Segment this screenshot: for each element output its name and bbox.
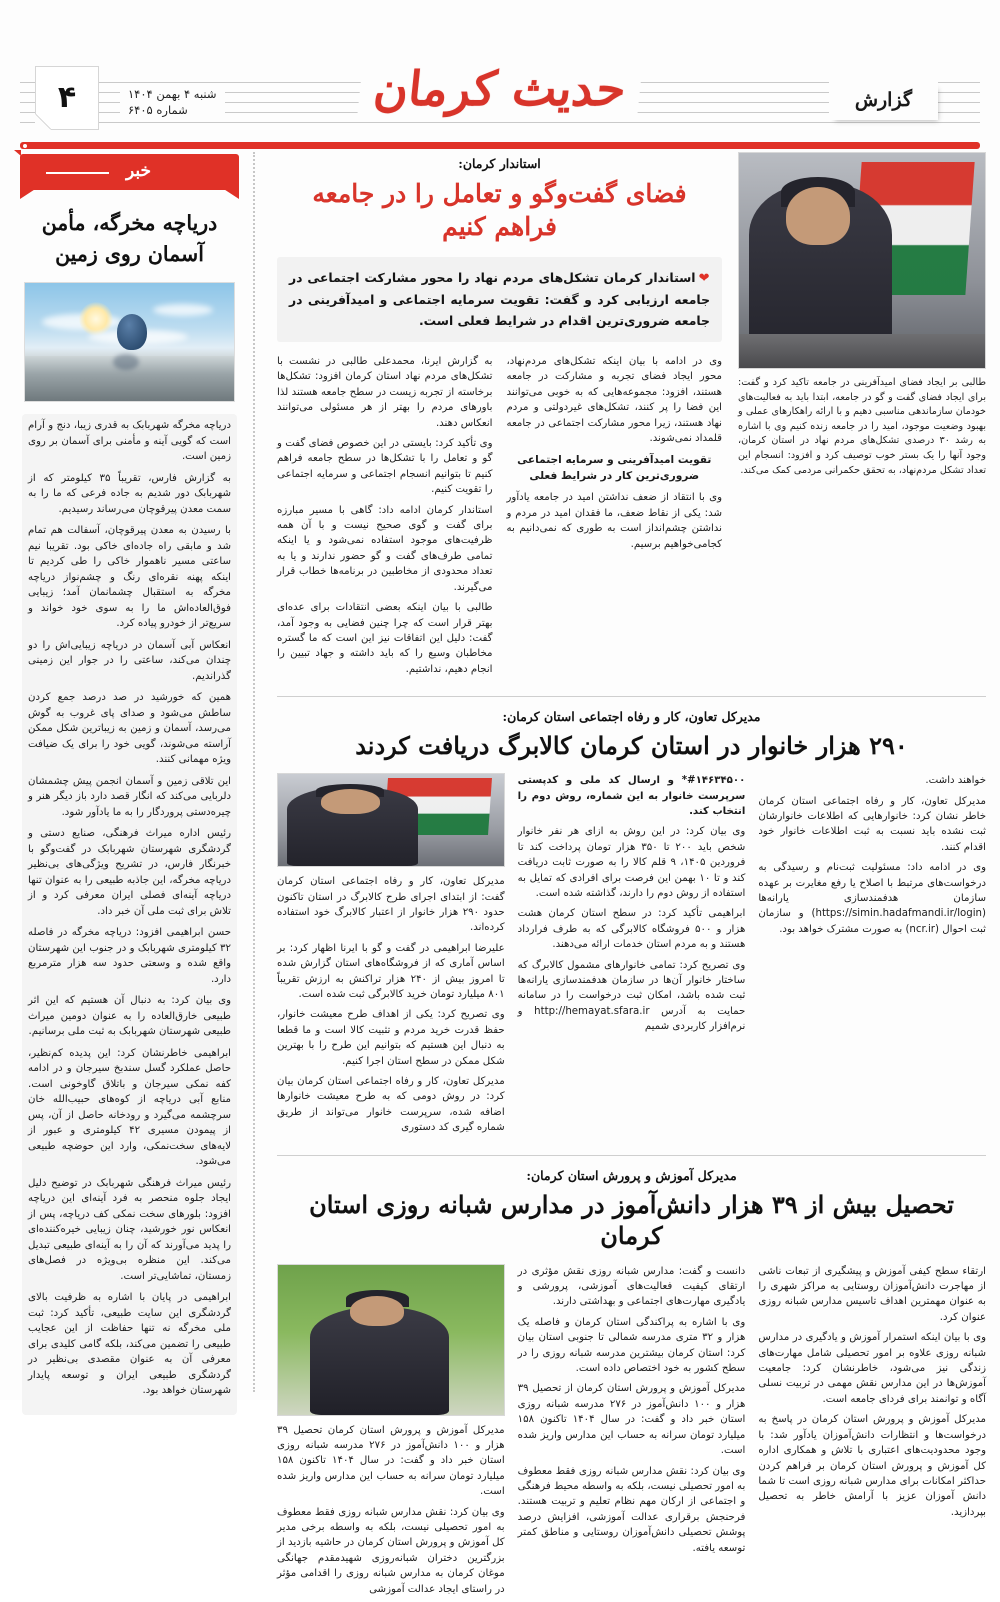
paragraph: ارتقاء سطح کیفی آموزش و پیشگیری از تبعات ناشی از مهاجرت دانش‌آموزان روستایی به مراکز شهری را به عنوان مهمترین اهداف تاسیس مدارس شبانه روزی عنوان کرد. — [758, 1265, 986, 1323]
article1-kicker: استاندار کرمان: — [458, 156, 541, 171]
paragraph: مدیرکل آموزش و پرورش استان کرمان در پاسخ به درخواست‌ها و انتظارات دانش‌آموزان یادآور شد: با وجود محدودیت‌های اعتباری با تلاش و همکاری اداره کل آموزش و پرورش استان کرمان بر فراهم کردن حداکثر امکانات برای مدارس شبانه روزی است تا شما دانش آموزان عزیز با آرامش خاطر به تحصیل بپردازید. — [758, 1414, 986, 1518]
paragraph: دریاچه مخرگه شهربابک به قدری زیبا، دنج و آرام است که گویی آینه و مأمنی برای آسمان بر روی زمین است. — [28, 420, 231, 462]
article3-col-right — [277, 1264, 505, 1602]
paragraph: رئیس اداره میراث فرهنگی، صنایع دستی و گردشگری شهرستان شهربابک در گفت‌وگو با خبرنگار فارس، در تشریح ویژگی‌های بی‌نظیر دریاچه مخرگه، این جاذبه طبیعی را به عنوان تنها دریاچه آینه‌ای فصلی ایران معرفی کرد و از تلاش برای ثبت ملی آن خبر داد. — [28, 828, 231, 917]
paragraph: رئیس میراث فرهنگی شهربابک در توضیح دلیل ایجاد جلوه منحصر به فرد آینه‌ای این دریاچه افزود: بلورهای سخت نمکی کف دریاچه، پس از انعکاس نور خورشید، چنان زیبایی خیره‌کننده‌ای را پدید می‌آورند که آن را به آینه‌ای طبیعی تبدیل می‌کند. این منظره بی‌ویژه در فصل‌های زمستان، تماشایی‌تر است. — [28, 1177, 231, 1282]
article1-body — [277, 354, 722, 682]
issue-number: شماره ۶۴۰۵ — [128, 103, 188, 117]
governor-portrait-photo — [738, 152, 986, 369]
heart-icon: ❤ — [698, 271, 710, 286]
page-number-box — [35, 66, 99, 130]
paragraph: حسن ابراهیمی افزود: دریاچه مخرگه در فاصله ۳۲ کیلومتری شهربابک و در جنوب این شهرستان واقع شده و وسعتی حدود سه هزار مترمربع دارد. — [28, 927, 231, 985]
paragraph: وی تصریح کرد: یکی از اهداف طرح معیشت خانوار، حفظ قدرت خرید مردم و تثبیت کالا است و ما قطعا به دنبال این هستیم که بتوانیم این طرح را با بهترین شکل ممکن در سطح استان اجرا کنیم. — [276, 1009, 505, 1067]
issue-info — [120, 84, 225, 120]
paragraph: انعکاس آبی آسمان در دریاچه زیبایی‌اش را دو چندان می‌کند، ساعتی را در جوار این زمینی گذراندیم. — [28, 639, 231, 682]
person-face — [786, 187, 850, 245]
newspaper-title-text: حدیث کرمان — [357, 62, 642, 117]
labor-welfare-director-photo — [277, 773, 505, 867]
article1-text — [277, 152, 722, 682]
paragraph: وی تأکید کرد: بایستی در این خصوص فضای گفت و گو و تعامل را با تشکل‌ها در سطح جامعه فراهم کنیم تا بتوانیم انسجام اجتماعی و سرمایه اجتماعی را تقویت کنیم. — [277, 438, 493, 496]
paragraph: ابراهیمی خاطرنشان کرد: این پدیده کم‌نظیر، حاصل عملکرد گسل سندبخ سیرجان و در ادامه کفه نمکی سیرجان و باتلاق گاوخونی است. منابع آبی دریاچه از کوه‌های حبیب‌الله خان سرچشمه می‌گیرد و رودخانه حاصل از آن، پس از پیمودن مسیری ۴۲ کیلومتری و عبور از لایه‌های سخت‌نمکی، وارد این حوضچه طبیعی می‌شود. — [28, 1047, 231, 1167]
education-director-photo — [277, 1264, 505, 1416]
sidebar-news — [14, 152, 249, 1396]
article2-col-mid — [518, 773, 746, 1040]
article1-col-left — [507, 354, 723, 682]
article3-kicker: مدیرکل آموزش و پرورش استان کرمان: — [526, 1167, 737, 1183]
paragraph-code: #۱۴۶۳۴۵۰۰* و ارسال کد ملی و کدپستی سرپرست خانوار به این شماره، روش دوم را انتخاب کند. — [517, 775, 746, 817]
issue-date: شنبه ۴ بهمن ۱۴۰۴ — [128, 87, 217, 101]
sidebar-badge — [20, 154, 239, 190]
sidebar-headline: دریاچه مخرگه، مأمن آسمان روی زمین — [41, 211, 218, 266]
paragraph: علیرضا ابراهیمی در گفت و گو با ایرنا اظهار کرد: بر اساس آماری که از فروشگاه‌های استان گزارش شده تا امروز بیش از ۲۴۰ هزار تراکنش به ارزش تقریباً ۸۰۱ میلیارد تومان خرید کالابرگی ثبت شده است. — [276, 942, 505, 1000]
paragraph: وی بیان کرد: نقش مدارس شبانه روزی فقط معطوف به امور تحصیلی نیست، بلکه به واسطه محیط فرهنگی و اجتماعی از ارکان مهم نظام تعلیم و تربیت هستند. فرحنجش برقراری عدالت آموزشی، افزایش درصد پوشش تحصیلی دانش‌آموزان روستایی و مناطق کمتر توسعه یافته. — [517, 1465, 746, 1554]
paragraph: همین که خورشید در صد درصد جمع کردن ساطش می‌شود و صدای پای غروب به گوش می‌رسد، آسمان و زمین به زیباترین شکل ممکن آراسته می‌شوند، گویی خود را برای یک ضیافت ویژه مهمانی کنند. — [28, 692, 231, 765]
article2-headline: ۲۹۰ هزار خانوار در استان کرمان کالابرگ دریافت کردند — [355, 731, 908, 761]
paragraph: مدیرکل تعاون، کار و رفاه اجتماعی استان کرمان گفت: از ابتدای اجرای طرح کالابرگ در استان تاکنون حدود ۲۹۰ هزار خانوار از اعتبار کالابرگ خود استفاده کرده‌اند. — [276, 876, 505, 934]
paragraph: وی بیان کرد: نقش مدارس شبانه روزی فقط معطوف به امور تحصیلی نیست، بلکه به واسطه برخی مدیر کل آموزش و پرورش استان کرمان در حاشیه بازدید از بزرگترین دختران شبانه‌روزی شهیدمقدم جهانگی موغان کرمان به مدارس شبانه روزی را اقدامی مؤثر در راستای ایجاد عدالت آموزشی — [276, 1506, 505, 1595]
paragraph: با رسیدن به معدن پیرقوچان، آسفالت هم تمام شد و مابقی راه جاده‌ای خاکی بود. تقریبا نیم ساعتی مسیر ناهموار خاکی را طی کردیم تا اینکه پهنه نقره‌ای رنگ و چشم‌نواز دریاچه مخرگه به استقبال چشمانمان آمد؛ زیبایی فوق‌العاده‌اش ما را به سوی خود خواند و سریع‌تر از خودرو پیاده کرد. — [28, 525, 231, 629]
paragraph: ابراهیمی تأکید کرد: در سطح استان کرمان هشت هزار و ۵۰۰ فروشگاه کالابرگی که به طرف فرارداد هستند و به مردم استان خدمات ارائه می‌دهند. — [517, 908, 746, 951]
article1-col-right — [277, 354, 493, 682]
article1-caption: طالبی بر ایجاد فضای امیدآفرینی در جامعه تاکید کرد و گفت: برای ایجاد فضای گفت و گو در جامعه، ابتدا باید به فعالیت‌های خودمان سازماندهی مناسبی دهیم و با ارائه راهکارهای عملی و بهبود وضعیت موجود، امید را در جامعه زنده کنیم وی با اشاره به رشد ۳۰ درصدی تشکل‌های مردم نهاد در استان کرمان، وجود آنها را یک بستر خوب توصیف کرد و افزود: انسجام این تعداد تشکل مردم‌نهاد، به تحقق حکمرانی مردمی کمک می‌کند. — [738, 377, 987, 476]
paragraph: مدیرکل تعاون، کار و رفاه اجتماعی استان کرمان خاطر نشان کرد: خانوارهایی که اطلاعات خانوارشان ثبت نشده باید نسبت به ثبت اطلاعات خانوار خود اقدام کنند. — [758, 795, 986, 853]
person-face — [350, 1296, 404, 1326]
main-column — [271, 152, 987, 1595]
masthead — [0, 0, 1000, 150]
article-divider-1 — [277, 696, 986, 697]
article-education — [277, 1168, 986, 1602]
article3-col-mid — [518, 1264, 746, 1561]
balloon-shape — [117, 314, 147, 350]
sidebar-badge-line — [46, 172, 109, 174]
paragraph: وی با بیان اینکه استمرار آموزش و یادگیری در مدارس شبانه روزی علاوه بر امور تحصیلی شامل مهارت‌های زندگی نیز می‌شود، خاطرنشان کرد: جامعیت آموزش‌ها در این مدارس نقش مهمی در تربیت نسلی آگاه و توانمند برای فردای جامعه است. — [758, 1332, 986, 1405]
column-divider — [253, 152, 267, 1392]
article1-lead — [277, 257, 722, 342]
article-divider-2 — [277, 1155, 986, 1156]
sidebar-body — [22, 414, 237, 1415]
paragraph: وی تصریح کرد: تمامی خانوارهای مشمول کالابرگ که ساختار خانوار آن‌ها در سازمان هدفمندسازی یارانه‌ها ثبت شده باشد، امکان ثبت درخواست را در سامانه حمایت به آدرس http://hemayat.sfara.ir و نرم‌افزار کاربردی شمیم — [517, 959, 746, 1033]
paragraph: این تلاقی زمین و آسمان انجمن پیش چشمشان دلربایی می‌کند که انگار قصد دارد باز دیگر هنر و چیره‌دستی پروردگار را به ما یادآور شود. — [28, 775, 231, 818]
paragraph: وی بیان کرد: در این روش به ازای هر نفر خانوار شخص باید ۲۰۰ تا ۳۵۰ هزار تومان پرداخت کند تا فروردین ۱۴۰۵، ۹ قلم کالا را به صورت ثابت دریافت کند و تا ۱۰ بهمن این فرصت برای افرادی که تمایل به استفاده از روش دوم را دارند، گذاشته شده است. — [517, 826, 746, 899]
article2-col-left — [758, 773, 986, 942]
page-content — [14, 152, 987, 1595]
paragraph: به گزارش ایرنا، محمدعلی طالبی در نشست با تشکل‌های مردم نهاد استان کرمان افزود: تشکل‌ها برخاسته از تجربه زیست در سطح جامعه هستند لذا باورهای مردم را بهتر از هر مسئولی می‌توانند انعکاس دهند. — [277, 356, 493, 429]
header-accent-bar — [20, 142, 980, 149]
paragraph: وی با اشاره به پراکندگی استان کرمان و فاصله یک هزار و ۳۲ متری مدرسه شمالی تا جنوبی استان بیان کرد: استان کرمان بیشترین مدرسه شبانه روزی را در سطح کشور به خود اختصاص داده است. — [517, 1316, 746, 1375]
article3-body — [277, 1264, 986, 1602]
paragraph: طالبی با بیان اینکه بعضی انتقادات برای عده‌ای بهتر قرار است که چرا چنین فضایی به وجود آمد، گفت: دلیل این اتفاقات نیز این است که ما گستره مخاطبان وسیع را که باید داشته و جهاد تبیین را انجام دهیم، نداشتیم. — [277, 602, 493, 675]
paragraph: وی در ادامه داد: مسئولیت ثبت‌نام و رسیدگی به درخواست‌های مرتبط با اصلاح یا رفع مغایرت بر عهده سازمان هدفمندسازی یارانه‌ها (https://simin.hadafmandi.ir/login) و سازمان ثبت احوال (ncr.ir) به صورت مشترک خواهد بود. — [758, 862, 986, 935]
paragraph: مدیرکل آموزش و پرورش استان کرمان از تحصیل ۳۹ هزار و ۱۰۰ دانش‌آموز در ۲۷۶ مدرسه شبانه روزی استان خبر داد و گفت: در سال ۱۴۰۴ تاکنون ۱۵۸ میلیارد تومان سرانه به حساب این مدارس واریز شده است. — [517, 1383, 746, 1457]
section-tag: گزارش — [829, 82, 938, 120]
article3-headline: تحصیل بیش از ۳۹ هزار دانش‌آموز در مدارس شبانه روزی استان کرمان — [309, 1189, 954, 1250]
paragraph: استاندار کرمان ادامه داد: گاهی با مسیر مبارزه برای گفت و گوی صحیح نیست و با آن همه ظرفیت‌های موجود استفاده نمی‌شود و یا اینکه تمامی طرف‌های گفت و گو حضور ندارند و یا به تعداد محدودی از مخاطبین در برنامه‌ها خطاب قرار می‌گیرند. — [277, 504, 493, 593]
desk-surface — [739, 334, 985, 368]
cloud-shape — [153, 304, 213, 316]
article1-lead-text: استاندار کرمان تشکل‌های مردم نهاد را محور مشارکت اجتماعی در جامعه ارزیابی کرد و گفت: تقویت سرمایه اجتماعی و امیدآفرینی در جامعه ضروری‌ترین اقدام در شرایط فعلی است. — [289, 270, 710, 328]
lake-sky-reflection-photo — [24, 282, 235, 402]
person-face — [321, 789, 380, 814]
article3-col-left — [758, 1264, 986, 1526]
article-welfare — [277, 709, 986, 1141]
article1-headline: فضای گفت‌وگو و تعامل را در جامعه فراهم کنیم — [312, 179, 687, 241]
page-number: ۴ — [57, 80, 77, 115]
paragraph: به گزارش فارس، تقریباً ۳۵ کیلومتر که از شهربابک دور شدیم به جاده فرعی که ما را به سمت معدن پیرقوچان می‌رساند رسیدیم. — [28, 472, 231, 515]
paragraph: مدیرکل آموزش و پرورش استان کرمان تحصیل ۳۹ هزار و ۱۰۰ دانش‌آموز در ۲۷۶ مدرسه شبانه روزی استان خبر داد و گفت: در سال ۱۴۰۴ تاکنون ۱۵۸ میلیارد تومان سرانه به حساب این مدارس واریز شده است. — [276, 1424, 505, 1498]
accent-bar-dot — [23, 144, 27, 148]
article2-kicker: مدیرکل تعاون، کار و رفاه اجتماعی استان کرمان: — [502, 709, 761, 725]
sidebar-badge-label: خبر — [125, 161, 151, 181]
paragraph: وی با انتقاد از ضعف نداشتن امید در جامعه یادآور شد: یکی از نقاط ضعف، ما فقدان امید در مردم و نداشتن چشم‌انداز است به طوری که نمی‌دانیم به کجامی‌خواهیم برسیم. — [506, 492, 722, 550]
paragraph: مدیرکل تعاون، کار و رفاه اجتماعی استان کرمان بیان کرد: در روش دومی که به طرح معیشت خانوارها اضافه شده، سرپرست خانوار می‌تواند از طریق شماره گیری کد دستوری — [276, 1076, 505, 1134]
paragraph: وی بیان کرد: به دنبال آن هستیم که این اثر طبیعی خارق‌العاده را به عنوان دومین میراث طبیعی شهرستان شهربابک به ثبت ملی برسانیم. — [28, 995, 231, 1037]
article2-body — [277, 773, 986, 1141]
article1-media — [738, 152, 986, 478]
article2-col-right — [277, 773, 505, 1141]
paragraph: دانست و گفت: مدارس شبانه روزی نقش مؤثری در ارتقای کیفیت فعالیت‌های آموزشی، پرورشی و یادگیری مهارت‌های اجتماعی و بهداشتی دارند. — [517, 1265, 746, 1308]
article-governor — [277, 152, 986, 682]
paragraph: وی در ادامه با بیان اینکه تشکل‌های مردم‌نهاد، محور ایجاد فضای تجربه و مشارکت در جامعه هستند، افزود: مجموعه‌هایی که به خوبی می‌توانند این فضا را پر کنند، تشکل‌های غیردولتی و مردم نهاد هستند، زیرا محور مشارکت اجتماعی در جامعه قلمداد نمی‌شوند. — [506, 356, 722, 445]
paragraph: ابراهیمی در پایان با اشاره به ظرفیت بالای گردشگری این سایت طبیعی، تأکید کرد: ثبت ملی مخرگه نه تنها حفاظت از این عجایب طبیعی را تضمین می‌کند، بلکه گامی کلیدی برای معرفی آن به عنوان مقصدی بی‌نظیر در گردشگری طبیعی ایران و توسعه پایدار شهرستان خواهد بود. — [28, 1292, 231, 1396]
article1-subhead-red: تقویت امیدآفرینی و سرمایه اجتماعی ضروری‌ترین کار در شرایط فعلی — [517, 454, 712, 483]
paragraph: خواهند داشت. — [925, 775, 986, 787]
